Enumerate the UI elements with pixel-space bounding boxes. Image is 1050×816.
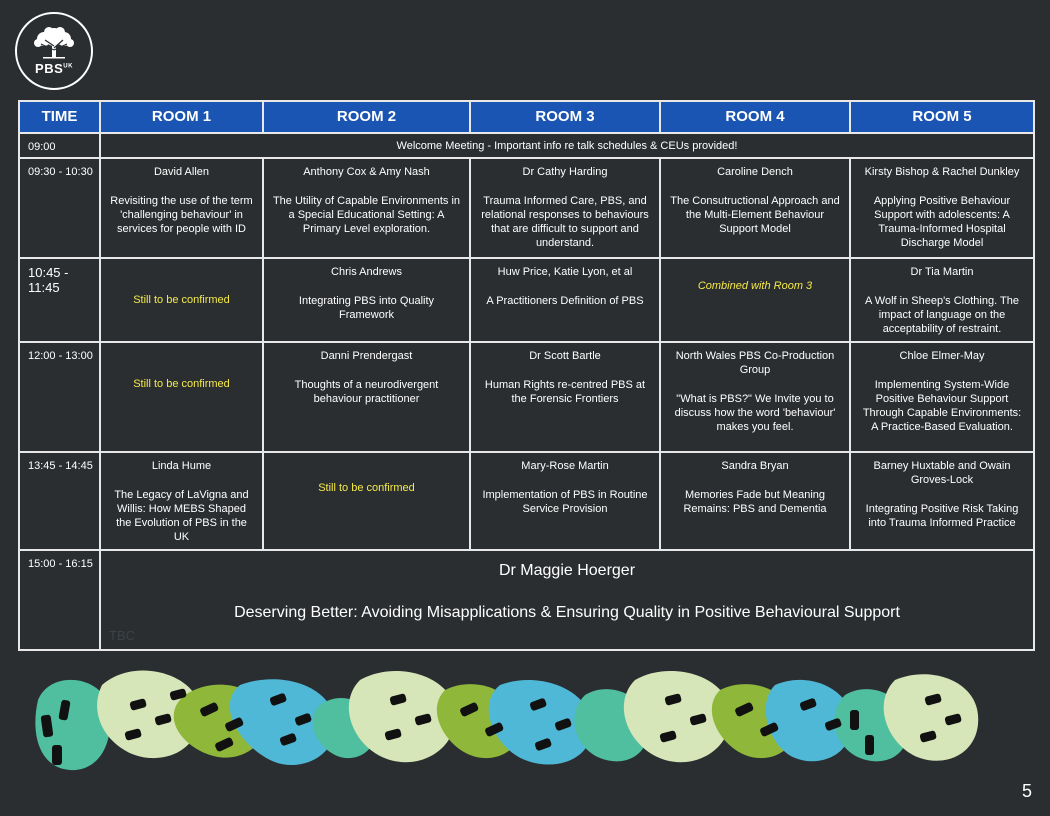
speaker-name: North Wales PBS Co-Production Group — [675, 350, 835, 376]
session-cell — [850, 158, 1034, 258]
session-cell — [263, 452, 470, 550]
time-cell: 09:00 — [19, 133, 100, 158]
page-number: 5 — [1021, 781, 1032, 801]
session-cell — [470, 342, 660, 452]
speaker-name: Danni Prendergast — [320, 350, 413, 362]
talk-title: The Utility of Capable Environments in a Special Educational Setting: A Primary Level exploration. — [272, 195, 461, 235]
time-cell: 13:45 - 14:45 — [19, 452, 100, 550]
session-cell — [470, 158, 660, 258]
talk-title: Integrating PBS into Quality Framework — [298, 295, 435, 321]
table-row — [19, 550, 1034, 650]
session-cell — [263, 258, 470, 342]
table-row — [19, 452, 1034, 550]
session-cell — [660, 342, 850, 452]
session-cell — [470, 258, 660, 342]
speaker-name: Anthony Cox & Amy Nash — [303, 166, 430, 178]
session-cell — [850, 342, 1034, 452]
header-room-2: ROOM 2 — [263, 101, 470, 133]
keynote-title: Deserving Better: Avoiding Misapplications & Ensuring Quality in Positive Behavioural Support — [234, 604, 900, 621]
talk-title: The Consutructional Approach and the Multi-Element Behaviour Support Model — [670, 195, 840, 235]
speaker-name: Dr Cathy Harding — [522, 166, 608, 178]
talk-title: "What is PBS?" We Invite you to discuss how the word 'behaviour' makes you feel. — [674, 393, 836, 433]
talk-title: Thoughts of a neurodivergent behaviour practitioner — [294, 379, 439, 405]
session-cell — [100, 258, 263, 342]
talk-title: Applying Positive Behaviour Support with adolescents: A Trauma-Informed Hospital Discharge Model — [873, 195, 1011, 249]
speaker-name: Kirsty Bishop & Rachel Dunkley — [864, 166, 1020, 178]
header-time: TIME — [19, 101, 100, 133]
pbs-uk-logo — [15, 12, 93, 90]
faint-text: TBC — [109, 628, 135, 643]
talk-title: Trauma Informed Care, PBS, and relational responses to behaviours that are difficult to support and understand. — [481, 195, 649, 249]
speaker-name: Huw Price, Katie Lyon, et al — [497, 266, 633, 278]
speaker-name: David Allen — [153, 166, 210, 178]
speaker-name: Barney Huxtable and Owain Groves-Lock — [873, 460, 1011, 486]
tbc-note: Still to be confirmed — [133, 294, 230, 306]
speaker-name: Linda Hume — [151, 460, 212, 472]
talk-title: The Legacy of LaVigna and Willis: How MEBS Shaped the Evolution of PBS in the UK — [114, 489, 249, 543]
decorative-blob-border — [30, 660, 990, 778]
talk-title: Revisiting the use of the term 'challenging behaviour' in services for people with ID — [110, 195, 253, 235]
speaker-name: Chloe Elmer-May — [899, 350, 985, 362]
table-row — [19, 133, 1034, 158]
tbc-note: Still to be confirmed — [133, 378, 230, 390]
session-cell — [263, 342, 470, 452]
talk-title: A Wolf in Sheep's Clothing. The impact of language on the acceptability of restraint. — [865, 295, 1019, 335]
speaker-name: Sandra Bryan — [721, 460, 789, 472]
session-cell — [263, 158, 470, 258]
session-cell — [100, 342, 263, 452]
time-cell: 12:00 - 13:00 — [19, 342, 100, 452]
keynote-cell — [100, 550, 1034, 650]
speaker-name: Dr Scott Bartle — [529, 350, 601, 362]
talk-title: Integrating Positive Risk Taking into Trauma Informed Practice — [865, 503, 1019, 529]
tree-icon — [31, 26, 77, 60]
session-cell — [660, 158, 850, 258]
table-row — [19, 342, 1034, 452]
talk-title: A Practitioners Definition of PBS — [486, 295, 644, 307]
keynote-speaker: Dr Maggie Hoerger — [498, 562, 636, 579]
logo-text: $PBS^{UK}$ — [35, 61, 73, 76]
tbc-note: Still to be confirmed — [318, 482, 415, 494]
header-room-3: ROOM 3 — [470, 101, 660, 133]
session-cell — [470, 452, 660, 550]
welcome-meeting: Welcome Meeting - Important info re talk schedules & CEUs provided! — [100, 133, 1034, 158]
talk-title: Human Rights re-centred PBS at the Forensic Frontiers — [484, 379, 646, 405]
talk-title: Implementation of PBS in Routine Service Provision — [482, 489, 648, 515]
header-row — [19, 101, 1034, 133]
speaker-name: Chris Andrews — [331, 266, 402, 278]
session-cell — [660, 452, 850, 550]
time-cell: 15:00 - 16:15 — [19, 550, 100, 650]
session-cell — [660, 258, 850, 342]
header-room-5: ROOM 5 — [850, 101, 1034, 133]
header-room-4: ROOM 4 — [660, 101, 850, 133]
time-cell: 10:45 - 11:45 — [19, 258, 100, 342]
header-room-1: ROOM 1 — [100, 101, 263, 133]
session-cell — [100, 452, 263, 550]
session-cell — [100, 158, 263, 258]
speaker-name: Mary-Rose Martin — [521, 460, 609, 472]
table-row — [19, 258, 1034, 342]
combined-note: Combined with Room 3 — [697, 280, 813, 292]
schedule-table — [18, 100, 1035, 651]
table-row — [19, 158, 1034, 258]
talk-title: Memories Fade but Meaning Remains: PBS and Dementia — [683, 489, 827, 515]
talk-title: Implementing System-Wide Positive Behaviour Support Through Capable Environments: A Practice-Based Evaluation. — [862, 379, 1022, 433]
time-cell: 09:30 - 10:30 — [19, 158, 100, 258]
speaker-name: Caroline Dench — [717, 166, 793, 178]
session-cell — [850, 452, 1034, 550]
session-cell — [850, 258, 1034, 342]
speaker-name: Dr Tia Martin — [910, 266, 974, 278]
